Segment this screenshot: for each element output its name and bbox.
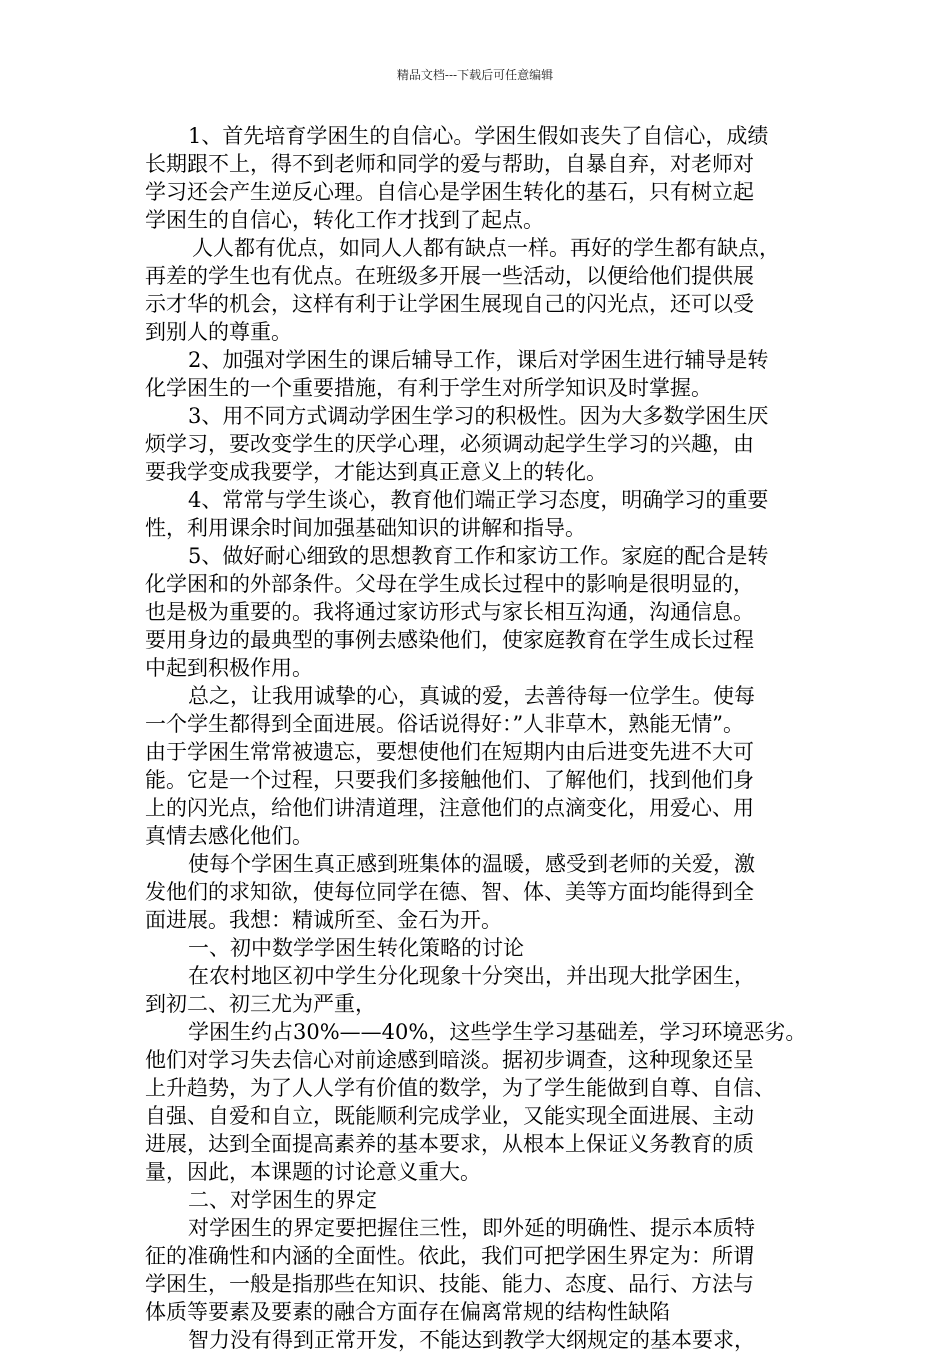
text-line: 一、初中数学学困生转化策略的讨论 bbox=[188, 936, 524, 960]
text-line: 面进展。我想：精诚所至、金石为开。 bbox=[145, 908, 502, 932]
text-line: 学困生的自信心，转化工作才找到了起点。 bbox=[145, 208, 544, 232]
text-line: 上的闪光点，给他们讲清道理，注意他们的点滴变化，用爱心、用 bbox=[145, 796, 754, 820]
text-line: 二、对学困生的界定 bbox=[188, 1188, 377, 1212]
text-line: 能。它是一个过程，只要我们多接触他们、了解他们，找到他们身 bbox=[145, 768, 754, 792]
text-line: 他们对学习失去信心对前途感到暗淡。据初步调查，这种现象还呈 bbox=[145, 1048, 754, 1072]
document-body bbox=[145, 122, 810, 1354]
text-line: 进展，达到全面提高素养的基本要求，从根本上保证义务教育的质 bbox=[145, 1132, 754, 1156]
text-line: 1、首先培育学困生的自信心。学困生假如丧失了自信心，成绩 bbox=[188, 124, 769, 148]
text-line: 真情去感化他们。 bbox=[145, 824, 313, 848]
text-line: 学困生约占30%——40%，这些学生学习基础差，学习环境恶劣。 bbox=[188, 1020, 807, 1044]
text-line: 量，因此，本课题的讨论意义重大。 bbox=[145, 1160, 481, 1184]
text-line: 烦学习，要改变学生的厌学心理，必须调动起学生学习的兴趣，由 bbox=[145, 432, 754, 456]
text-line: 到初二、初三尤为严重， bbox=[145, 992, 376, 1016]
text-line: 学困生，一般是指那些在知识、技能、能力、态度、品行、方法与 bbox=[145, 1272, 754, 1296]
text-line: 一个学生都得到全面进展。俗话说得好：”人非草木，熟能无情”。 bbox=[145, 712, 744, 736]
text-line: 也是极为重要的。我将通过家访形式与家长相互沟通，沟通信息。 bbox=[145, 600, 754, 624]
text-line: 要我学变成我要学，才能达到真正意义上的转化。 bbox=[145, 460, 607, 484]
text-line: 学习还会产生逆反心理。自信心是学困生转化的基石，只有树立起 bbox=[145, 180, 754, 204]
text-line: 总之，让我用诚挚的心，真诚的爱，去善待每一位学生。使每 bbox=[188, 684, 755, 708]
page-header: 精品文档---下载后可任意编辑 bbox=[396, 68, 554, 82]
text-line: 征的准确性和内涵的全面性。依此，我们可把学困生界定为：所谓 bbox=[145, 1244, 754, 1268]
text-line: 化学困生的一个重要措施，有利于学生对所学知识及时掌握。 bbox=[145, 376, 712, 400]
text-line: 5、做好耐心细致的思想教育工作和家访工作。家庭的配合是转 bbox=[188, 544, 769, 568]
text-line: 发他们的求知欲，使每位同学在德、智、体、美等方面均能得到全 bbox=[145, 880, 754, 904]
text-line: 到别人的尊重。 bbox=[145, 320, 292, 344]
text-line: 使每个学困生真正感到班集体的温暖，感受到老师的关爱，激 bbox=[188, 852, 755, 876]
text-line: 4、常常与学生谈心，教育他们端正学习态度，明确学习的重要 bbox=[188, 488, 769, 512]
text-line: 人人都有优点，如同人人都有缺点一样。再好的学生都有缺点， bbox=[192, 236, 780, 260]
text-line: 化学困和的外部条件。父母在学生成长过程中的影响是很明显的， bbox=[145, 572, 754, 596]
text-line: 再差的学生也有优点。在班级多开展一些活动，以便给他们提供展 bbox=[145, 264, 754, 288]
text-line: 2、加强对学困生的课后辅导工作，课后对学困生进行辅导是转 bbox=[188, 348, 769, 372]
text-line: 中起到积极作用。 bbox=[145, 656, 313, 680]
text-line: 示才华的机会，这样有利于让学困生展现自己的闪光点，还可以受 bbox=[145, 292, 754, 316]
text-line: 性，利用课余时间加强基础知识的讲解和指导。 bbox=[145, 516, 586, 540]
text-line: 对学困生的界定要把握住三性，即外延的明确性、提示本质特 bbox=[188, 1216, 755, 1240]
text-line: 上升趋势，为了人人学有价值的数学，为了学生能做到自尊、自信、 bbox=[145, 1076, 775, 1100]
text-line: 要用身边的最典型的事例去感染他们，使家庭教育在学生成长过程 bbox=[145, 628, 754, 652]
text-line: 由于学困生常常被遗忘，要想使他们在短期内由后进变先进不大可 bbox=[145, 740, 754, 764]
text-line: 3、用不同方式调动学困生学习的积极性。因为大多数学困生厌 bbox=[188, 404, 769, 428]
text-line: 在农村地区初中学生分化现象十分突出，并出现大批学困生， bbox=[188, 964, 755, 988]
text-line: 长期跟不上，得不到老师和同学的爱与帮助，自暴自弃，对老师对 bbox=[145, 152, 754, 176]
text-line: 智力没有得到正常开发，不能达到教学大纲规定的基本要求， bbox=[188, 1328, 755, 1352]
text-line: 自强、自爱和自立，既能顺利完成学业，又能实现全面进展、主动 bbox=[145, 1104, 754, 1128]
text-line: 体质等要素及要素的融合方面存在偏离常规的结构性缺陷 bbox=[145, 1300, 670, 1324]
